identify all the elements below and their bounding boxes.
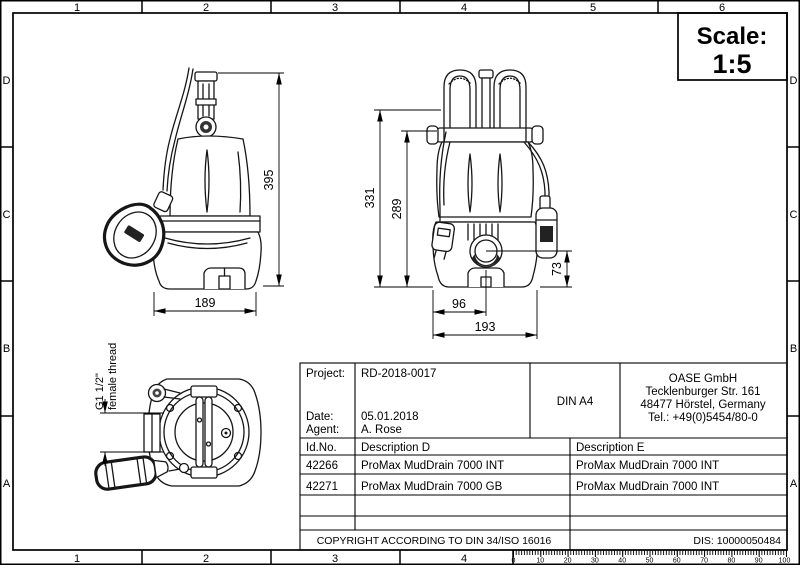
thread-note-line1: G1 1/2" [94, 373, 106, 410]
title-block [300, 363, 787, 550]
row-desc-e: ProMax MudDrain 7000 INT [576, 481, 720, 493]
row-id: 42266 [306, 460, 338, 472]
agent-label: Agent: [306, 424, 340, 436]
zone-label-bottom: 2 [202, 553, 210, 565]
ruler-number: 100 [778, 557, 791, 565]
zone-label-right: A [789, 478, 798, 490]
thread-note-line2: female thread [107, 342, 119, 410]
zone-label-left: D [2, 75, 11, 87]
paper-format: DIN A4 [556, 396, 594, 408]
table-header-desc-e: Description E [576, 442, 645, 454]
ruler-number: 40 [618, 557, 627, 565]
side-view [363, 70, 572, 339]
ruler-number: 80 [727, 557, 736, 565]
ruler-number: 20 [563, 557, 572, 565]
dim-value-96: 96 [452, 297, 466, 311]
outlet-stub [144, 414, 160, 452]
dim-value-73: 73 [550, 262, 564, 276]
row-desc-d: ProMax MudDrain 7000 GB [361, 481, 503, 493]
dim-value-395: 395 [262, 169, 276, 191]
zone-label-left: C [2, 209, 11, 221]
dimension-side-inner-height [390, 131, 437, 287]
table-header-desc-d: Description D [361, 442, 431, 454]
zone-label-bottom: 4 [460, 553, 468, 565]
zone-label-right: C [789, 209, 798, 221]
ruler-number: 0 [511, 557, 516, 565]
company-city: 48477 Hörstel, Germany [640, 399, 766, 411]
dis-number: DIS: 10000050484 [693, 535, 781, 547]
company-name: OASE GmbH [668, 373, 738, 385]
hose-connector [195, 72, 217, 137]
zone-label-top: 6 [718, 2, 726, 14]
row-id: 42271 [306, 481, 338, 493]
table-row [306, 481, 719, 493]
project-value: RD-2018-0017 [361, 368, 437, 380]
ruler-number: 30 [591, 557, 599, 565]
dim-value-193: 193 [474, 320, 496, 334]
float-holder [536, 196, 557, 258]
date-value: 05.01.2018 [361, 411, 419, 423]
dim-value-189: 189 [194, 296, 216, 310]
scale-label: Scale: [696, 23, 768, 50]
zone-label-left: B [2, 343, 11, 355]
zone-label-top: 4 [460, 2, 468, 14]
table-row [306, 460, 719, 472]
dimension-side-width [433, 290, 537, 339]
dim-value-331: 331 [363, 187, 377, 209]
company-street: Tecklenburger Str. 161 [645, 386, 761, 398]
copyright-note: COPYRIGHT ACCORDING TO DIN 34/ISO 16016 [316, 535, 552, 547]
zone-label-bottom: 1 [73, 553, 81, 565]
dim-value-289: 289 [390, 198, 404, 220]
zone-label-bottom: 3 [331, 553, 339, 565]
ruler-number: 70 [700, 557, 708, 565]
dimension-front-width [154, 292, 256, 316]
project-label: Project: [306, 368, 345, 380]
zone-label-right: D [789, 75, 798, 87]
scale-box [678, 13, 787, 80]
agent-value: A. Rose [361, 424, 402, 436]
row-desc-e: ProMax MudDrain 7000 INT [576, 460, 720, 472]
row-desc-d: ProMax MudDrain 7000 INT [361, 460, 505, 472]
scale-value: 1:5 [712, 49, 752, 79]
ruler-number: 10 [536, 557, 545, 565]
zone-label-left: A [2, 478, 11, 490]
ruler-number: 90 [754, 557, 763, 565]
zone-label-top: 3 [331, 2, 339, 14]
table-header-idno: Id.No. [306, 442, 337, 454]
front-view [104, 68, 284, 316]
zone-label-top: 5 [589, 2, 597, 14]
ruler [512, 550, 791, 565]
ruler-number: 60 [672, 557, 681, 565]
company-phone: Tel.: +49(0)5454/80-0 [648, 412, 758, 424]
zone-label-top: 2 [202, 2, 210, 14]
date-label: Date: [306, 411, 334, 423]
ruler-number: 50 [645, 557, 654, 565]
zone-label-right: B [789, 343, 798, 355]
handle [444, 70, 526, 132]
zone-label-top: 1 [73, 2, 81, 14]
top-view [94, 343, 261, 491]
